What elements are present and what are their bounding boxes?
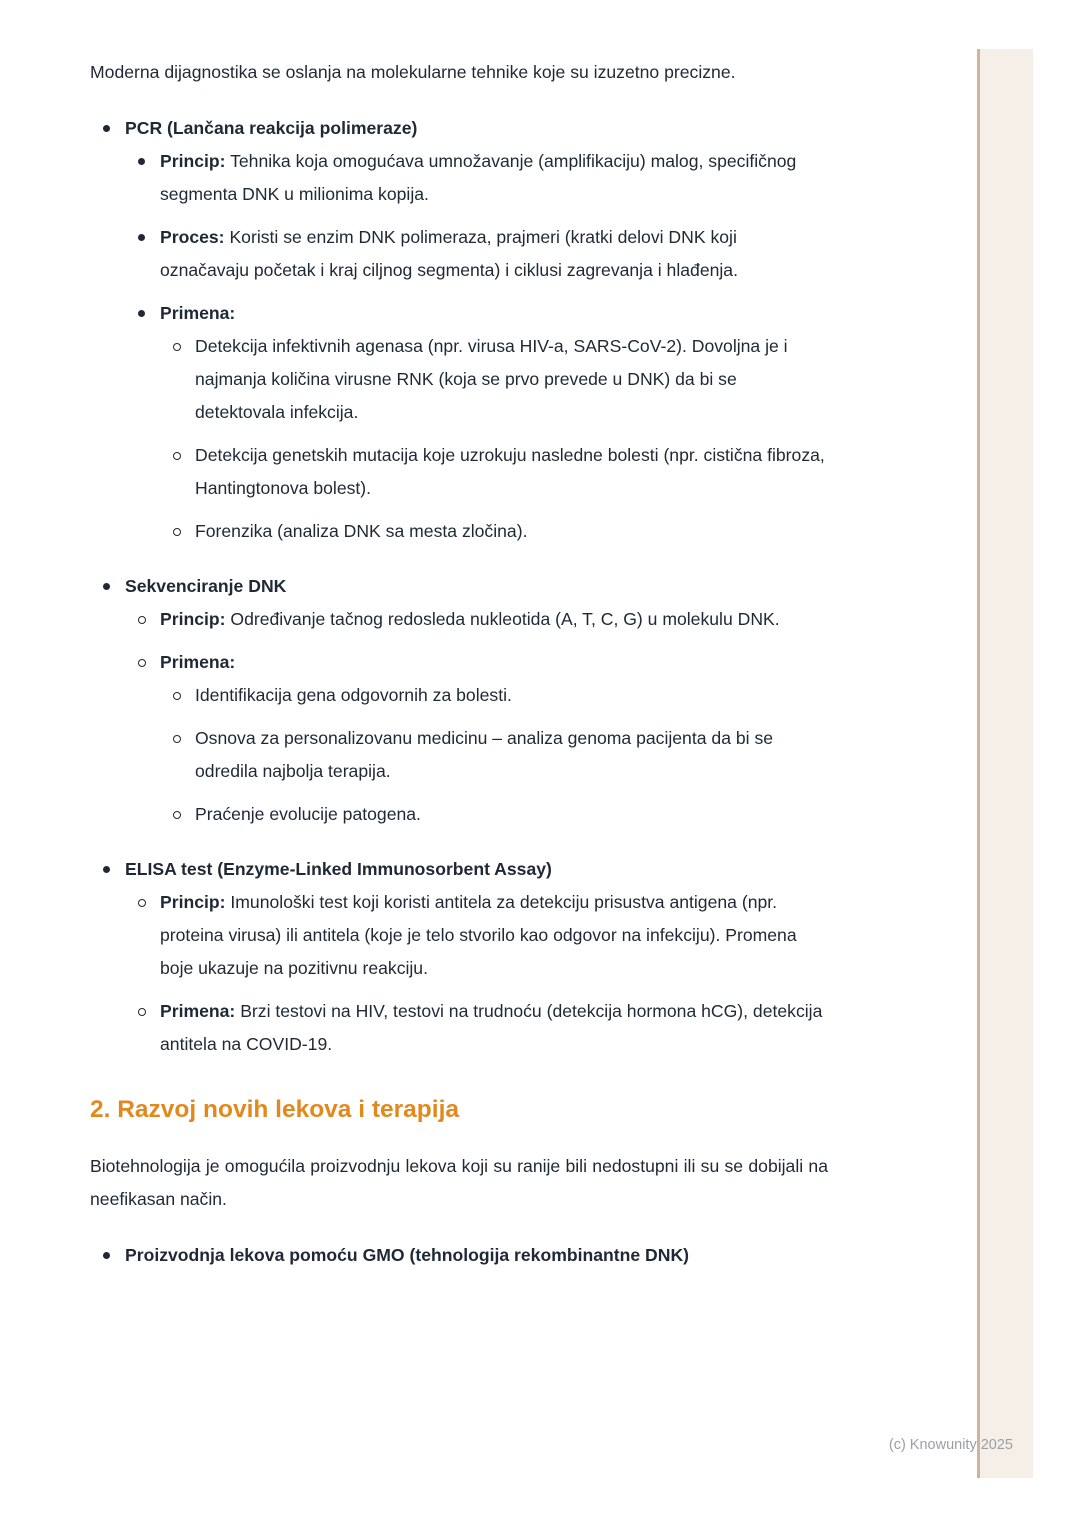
bullet-circle-icon xyxy=(173,692,181,700)
bullet-disc-icon xyxy=(138,234,145,241)
bullet-circle-icon xyxy=(173,811,181,819)
bullet-disc-icon xyxy=(103,583,110,590)
bullet-list-level-3 xyxy=(160,679,828,831)
list-item-text: Osnova za personalizovanu medicinu – analiza genoma pacijenta da bi se odredila najbolja terapija. xyxy=(195,728,774,781)
list-item-label: Sekvenciranje DNK xyxy=(125,576,287,596)
list-item-text: Imunološki test koji koristi antitela za detekciju prisustva antigena (npr. proteina virusa) ili antitela (koje je telo stvorilo kao odgovor na infekciju). Promena boje ukazuje na pozitivnu reakciju. xyxy=(160,892,797,978)
bullet-circle-icon xyxy=(173,528,181,536)
list-item xyxy=(160,439,828,505)
list-item xyxy=(125,603,828,636)
list-item xyxy=(160,515,828,548)
list-item xyxy=(125,995,828,1061)
bullet-list-level-1 xyxy=(90,112,828,1061)
section-heading: 2. Razvoj novih lekova i terapija xyxy=(90,1096,459,1123)
list-item-text: Detekcija infektivnih agenasa (npr. virusa HIV-a, SARS-CoV-2). Dovoljna je i najmanja količina virusne RNK (koja se prvo prevede u DNK) da bi se detektovala infekcija. xyxy=(195,336,788,422)
list-item-label: PCR (Lančana reakcija polimeraze) xyxy=(125,118,418,138)
list-item xyxy=(160,679,828,712)
diagnostics-methods-list xyxy=(90,112,828,1061)
intro-paragraph: Moderna dijagnostika se oslanja na molekularne tehnike koje su izuzetno precizne. xyxy=(90,62,736,82)
page-edge-stripe xyxy=(977,49,1033,1478)
list-item-text: Praćenje evolucije patogena. xyxy=(195,804,421,824)
list-item xyxy=(90,1239,828,1272)
bullet-disc-icon xyxy=(103,866,110,873)
bullet-circle-icon xyxy=(138,899,146,907)
list-item xyxy=(160,798,828,831)
list-item-label: Princip: xyxy=(160,151,226,171)
bullet-circle-icon xyxy=(138,1008,146,1016)
bullet-disc-icon xyxy=(138,310,145,317)
bullet-disc-icon xyxy=(103,125,110,132)
bullet-list-level-2 xyxy=(125,145,828,548)
list-item xyxy=(90,112,828,548)
list-item xyxy=(125,646,828,831)
document-content xyxy=(90,56,828,1272)
drug-development-list xyxy=(90,1239,828,1272)
bullet-circle-icon xyxy=(173,452,181,460)
list-item-label: ELISA test (Enzyme-Linked Immunosorbent Assay) xyxy=(125,859,552,879)
bullet-disc-icon xyxy=(138,158,145,165)
list-item-text: Koristi se enzim DNK polimeraza, prajmeri (kratki delovi DNK koji označavaju početak i kraj ciljnog segmenta) i ciklusi zagrevanja i hlađenja. xyxy=(160,227,738,280)
list-item-text: Određivanje tačnog redosleda nukleotida (A, T, C, G) u molekulu DNK. xyxy=(230,609,780,629)
bullet-list-level-2 xyxy=(125,886,828,1061)
bullet-circle-icon xyxy=(173,735,181,743)
list-item-text: Forenzika (analiza DNK sa mesta zločina). xyxy=(195,521,528,541)
list-item-label: Primena: xyxy=(160,652,236,672)
list-item-text: Detekcija genetskih mutacija koje uzrokuju nasledne bolesti (npr. cistična fibroza, Hantingtonova bolest). xyxy=(195,445,825,498)
bullet-disc-icon xyxy=(103,1252,110,1259)
list-item-text: Identifikacija gena odgovornih za bolesti. xyxy=(195,685,512,705)
list-item-text: Tehnika koja omogućava umnožavanje (amplifikaciju) malog, specifičnog segmenta DNK u milionima kopija. xyxy=(160,151,797,204)
list-item xyxy=(125,221,828,287)
list-item-label: Primena: xyxy=(160,1001,236,1021)
bullet-list-level-3 xyxy=(160,330,828,548)
bullet-circle-icon xyxy=(173,343,181,351)
list-item-label: Proces: xyxy=(160,227,225,247)
bullet-circle-icon xyxy=(138,616,146,624)
bullet-circle-icon xyxy=(138,659,146,667)
section2-paragraph: Biotehnologija je omogućila proizvodnju lekova koji su ranije bili nedostupni ili su se dobijali na neefikasan način. xyxy=(90,1156,828,1209)
list-item xyxy=(125,145,828,211)
list-item-text: Brzi testovi na HIV, testovi na trudnoću (detekcija hormona hCG), detekcija antitela na COVID-19. xyxy=(160,1001,823,1054)
list-item-label: Proizvodnja lekova pomoću GMO (tehnologija rekombinantne DNK) xyxy=(125,1245,690,1265)
bullet-list-level-1 xyxy=(90,1239,828,1272)
list-item xyxy=(90,570,828,831)
bullet-list-level-2 xyxy=(125,603,828,831)
list-item xyxy=(160,722,828,788)
list-item-label: Princip: xyxy=(160,609,226,629)
list-item xyxy=(125,886,828,985)
list-item xyxy=(90,853,828,1061)
list-item xyxy=(125,297,828,548)
list-item-label: Princip: xyxy=(160,892,226,912)
copyright-watermark: (c) Knowunity 2025 xyxy=(888,1437,1013,1453)
list-item-label: Primena: xyxy=(160,303,236,323)
list-item xyxy=(160,330,828,429)
